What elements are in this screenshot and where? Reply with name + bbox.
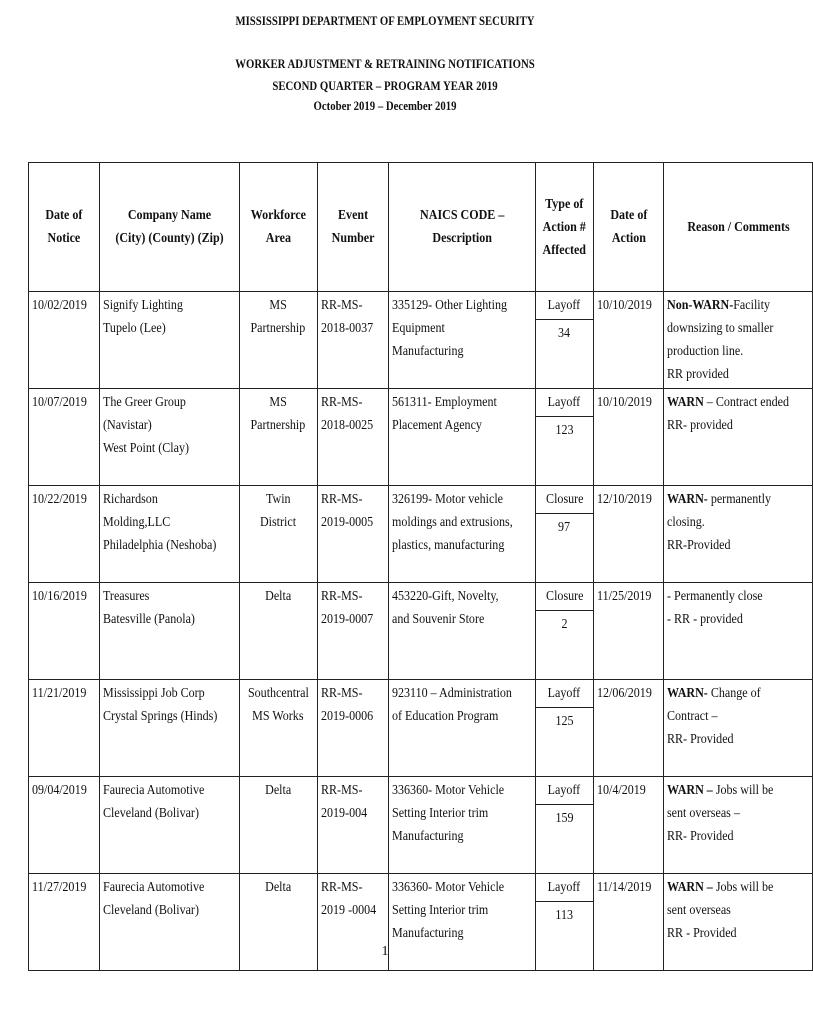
action-type: Closure — [545, 492, 584, 507]
col-workforce-area: Workforce Area — [239, 163, 317, 292]
col-date-of-action: Date of Action — [593, 163, 664, 292]
agency-title: MISSISSIPPI DEPARTMENT OF EMPLOYMENT SECURITY — [235, 14, 535, 28]
action-type: Layoff — [548, 686, 581, 701]
affected-count: 2 — [561, 617, 568, 632]
warn-status: WARN- — [667, 686, 709, 701]
company-name: The Greer Group (Navistar) West Point (Clay) — [99, 389, 239, 486]
col-type-of-action: Type of Action # Affected — [536, 163, 594, 292]
company-name: Mississippi Job Corp Crystal Springs (Hinds) — [99, 680, 239, 777]
workforce-area: Twin District — [239, 486, 317, 583]
company-name: Signify Lighting Tupelo (Lee) — [99, 292, 239, 389]
workforce-area: Delta — [239, 777, 317, 874]
col-date-of-notice: Date of Notice — [29, 163, 100, 292]
table-header-row — [29, 163, 813, 292]
affected-count: 123 — [555, 423, 574, 438]
warn-status: WARN – — [667, 880, 714, 895]
event-number: RR-MS- 2019-004 — [317, 777, 388, 874]
action-type: Closure — [545, 589, 584, 604]
table-row — [29, 777, 813, 874]
warn-status: WARN — [667, 395, 705, 410]
page-number: 1 — [381, 944, 389, 959]
date-of-notice: 11/27/2019 — [29, 874, 100, 971]
reason-comments: WARN – Jobs will be sent overseas – RR- Provided — [664, 777, 813, 874]
warn-status: Non-WARN- — [667, 298, 734, 313]
affected-count: 97 — [558, 520, 571, 535]
reason-comments: Non-WARN-Facility downsizing to smaller production line. RR provided — [664, 292, 813, 389]
warn-status: WARN – — [667, 783, 714, 798]
naics-description: 561311- Employment Placement Agency — [388, 389, 535, 486]
reason-comments: WARN- permanently closing. RR-Provided — [664, 486, 813, 583]
affected-count: 125 — [555, 714, 574, 729]
workforce-area: Southcentral MS Works — [239, 680, 317, 777]
date-of-action: 11/25/2019 — [593, 583, 664, 680]
workforce-area: MS Partnership — [239, 389, 317, 486]
company-name: Treasures Batesville (Panola) — [99, 583, 239, 680]
col-reason-comments: Reason / Comments — [664, 163, 813, 292]
date-of-action: 11/14/2019 — [593, 874, 664, 971]
action-type: Layoff — [548, 298, 581, 313]
reason-comments: WARN – Jobs will be sent overseas RR - Provided — [664, 874, 813, 971]
naics-description: 335129- Other Lighting Equipment Manufacturing — [388, 292, 535, 389]
event-number: RR-MS- 2019 -0004 — [317, 874, 388, 971]
type-of-action — [536, 389, 594, 486]
table-row — [29, 292, 813, 389]
event-number: RR-MS- 2019-0007 — [317, 583, 388, 680]
affected-count: 113 — [555, 908, 574, 923]
action-type: Layoff — [548, 783, 581, 798]
date-of-action: 10/4/2019 — [593, 777, 664, 874]
date-of-action: 12/06/2019 — [593, 680, 664, 777]
quarter-title: SECOND QUARTER – PROGRAM YEAR 2019 — [272, 79, 498, 93]
type-of-action — [536, 777, 594, 874]
date-of-action: 12/10/2019 — [593, 486, 664, 583]
period-title: October 2019 – December 2019 — [313, 99, 457, 113]
event-number: RR-MS- 2019-0006 — [317, 680, 388, 777]
affected-count: 34 — [558, 326, 571, 341]
company-name: Richardson Molding,LLC Philadelphia (Neshoba) — [99, 486, 239, 583]
table-row — [29, 486, 813, 583]
event-number: RR-MS- 2019-0005 — [317, 486, 388, 583]
date-of-notice: 10/02/2019 — [29, 292, 100, 389]
workforce-area: Delta — [239, 874, 317, 971]
reason-comments: WARN- Change of Contract – RR- Provided — [664, 680, 813, 777]
table-row — [29, 583, 813, 680]
affected-count: 159 — [555, 811, 574, 826]
reason-comments: WARN – Contract ended RR- provided — [664, 389, 813, 486]
col-company-name: Company Name (City) (County) (Zip) — [99, 163, 239, 292]
event-number: RR-MS- 2018-0037 — [317, 292, 388, 389]
reason-comments: - Permanently close - RR - provided — [664, 583, 813, 680]
date-of-action: 10/10/2019 — [593, 292, 664, 389]
workforce-area: MS Partnership — [239, 292, 317, 389]
workforce-area: Delta — [239, 583, 317, 680]
col-event-number: Event Number — [317, 163, 388, 292]
company-name: Faurecia Automotive Cleveland (Bolivar) — [99, 777, 239, 874]
warn-status: WARN- — [667, 492, 709, 507]
type-of-action — [536, 292, 594, 389]
warn-notifications-table — [28, 162, 813, 971]
naics-description: 336360- Motor Vehicle Setting Interior trim Manufacturing — [388, 777, 535, 874]
naics-description: 453220-Gift, Novelty, and Souvenir Store — [388, 583, 535, 680]
date-of-notice: 10/16/2019 — [29, 583, 100, 680]
date-of-action: 10/10/2019 — [593, 389, 664, 486]
naics-description: 923110 – Administration of Education Program — [388, 680, 535, 777]
naics-description: 326199- Motor vehicle moldings and extrusions, plastics, manufacturing — [388, 486, 535, 583]
date-of-notice: 09/04/2019 — [29, 777, 100, 874]
action-type: Layoff — [548, 880, 581, 895]
event-number: RR-MS- 2018-0025 — [317, 389, 388, 486]
date-of-notice: 10/07/2019 — [29, 389, 100, 486]
date-of-notice: 11/21/2019 — [29, 680, 100, 777]
table-row — [29, 389, 813, 486]
company-name: Faurecia Automotive Cleveland (Bolivar) — [99, 874, 239, 971]
table-row — [29, 680, 813, 777]
action-type: Layoff — [548, 395, 581, 410]
type-of-action — [536, 680, 594, 777]
type-of-action — [536, 486, 594, 583]
type-of-action — [536, 583, 594, 680]
col-naics-code: NAICS CODE – Description — [388, 163, 535, 292]
report-title: WORKER ADJUSTMENT & RETRAINING NOTIFICATIONS — [235, 57, 535, 71]
naics-description: 336360- Motor Vehicle Setting Interior trim Manufacturing — [388, 874, 535, 971]
date-of-notice: 10/22/2019 — [29, 486, 100, 583]
